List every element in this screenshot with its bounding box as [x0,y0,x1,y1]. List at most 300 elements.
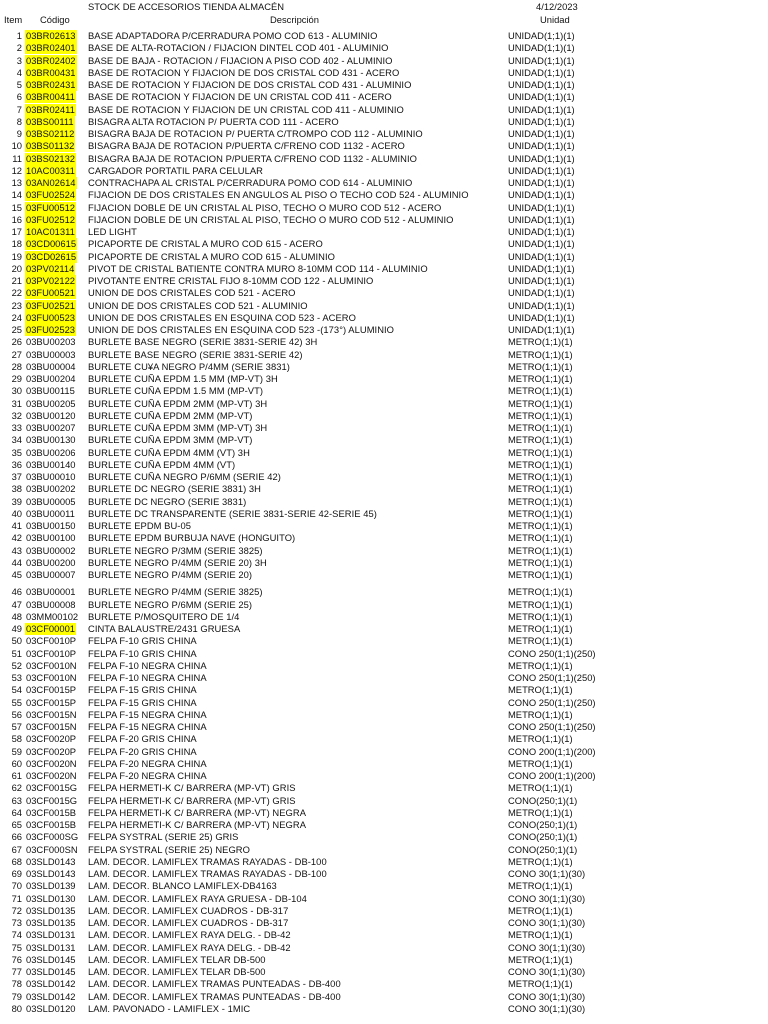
cell-code: 03BU00202 [26,483,76,495]
cell-description: LAM. DECOR. LAMIFLEX TRAMAS RAYADAS - DB-100 [88,855,327,867]
cell-unit: METRO(1;1)(1) [508,904,573,916]
cell-description: BISAGRA BAJA DE ROTACION P/PUERTA C/FRENO COD 1132 - ACERO [88,140,405,152]
cell-code: 03BU00115 [26,385,75,397]
table-row [0,611,768,623]
cell-unit: METRO(1;1)(1) [508,507,573,519]
cell-code: 03CF00001 [26,623,75,634]
cell-description: FELPA F-20 NEGRA CHINA [88,757,207,769]
table-row [0,447,768,459]
cell-code: 03BU00007 [26,569,76,580]
cell-description: BISAGRA BAJA DE ROTACION P/ PUERTA C/TROMPO COD 112 - ALUMINIO [88,128,423,139]
cell-unit: UNIDAD(1;1)(1) [508,115,575,127]
cell-code: 03BU00205 [26,397,76,409]
table-row [0,410,768,422]
cell-code: 03CF000SN [26,843,78,855]
cell-item: 16 [11,213,22,225]
cell-unit: METRO(1;1)(1) [508,446,573,458]
cell-code: 03BU00010 [26,471,76,482]
cell-item: 9 [16,128,22,139]
cell-item: 72 [11,904,22,916]
cell-description: FIJACION DOBLE DE UN CRISTAL AL PISO, TECHO O MURO COD 512 - ACERO [88,201,442,213]
cell-description: BISAGRA BAJA DE ROTACION P/PUERTA C/FRENO COD 1132 - ALUMINIO [88,152,417,164]
table-row [0,116,768,128]
cell-item: 63 [11,794,22,806]
cell-unit: UNIDAD(1;1)(1) [508,79,575,90]
cell-description: BASE DE ROTACION Y FIJACION DE UN CRISTAL COD 411 - ACERO [88,91,392,103]
cell-description: BURLETE CU¥A NEGRO P/4MM (SERIE 3831) [88,360,290,372]
cell-unit: METRO(1;1)(1) [508,532,573,544]
cell-item: 13 [11,177,22,188]
cell-code: 03SLD0143 [26,868,76,879]
cell-unit: CONO 30(1;1)(30) [508,990,586,1002]
cell-unit: METRO(1;1)(1) [508,610,573,622]
cell-code: 03SLD0145 [26,966,76,977]
cell-description: LAM. DECOR. LAMIFLEX CUADROS - DB-317 [88,904,289,916]
cell-unit: CONO 30(1;1)(30) [508,868,586,879]
cell-unit: CONO(250;1)(1) [508,819,578,830]
table-row [0,991,768,1003]
cell-code: 03CD02615 [26,250,77,262]
cell-description: PICAPORTE DE CRISTAL A MURO COD 615 - ALUMINIO [88,250,335,262]
cell-description: FELPA F-10 NEGRA CHINA [88,672,207,683]
cell-code: 03BU00203 [26,336,76,348]
cell-unit: UNIDAD(1;1)(1) [508,91,575,103]
table-row [0,532,768,544]
table-row [0,324,768,336]
cell-description: BASE DE ALTA-ROTACION / FIJACION DINTEL COD 401 - ALUMINIO [88,42,389,54]
cell-code: 03CF0015G [26,794,78,806]
cell-item: 17 [11,226,22,237]
cell-code: 03SLD0135 [26,904,76,916]
table-row [0,917,768,929]
cell-code: 03BU00120 [26,409,76,421]
cell-unit: METRO(1;1)(1) [508,495,573,507]
cell-code: 03SLD0131 [26,941,76,953]
cell-description: UNION DE DOS CRISTALES EN ESQUINA COD 523 -(173°) ALUMINIO [88,324,395,335]
cell-item: 32 [11,409,22,421]
cell-unit: METRO(1;1)(1) [508,556,573,568]
cell-item: 75 [11,941,22,953]
cell-description: BURLETE EPDM BURBUJA NAVE (HONGUITO) [88,532,296,544]
table-row [0,795,768,807]
table-row [0,929,768,941]
cell-code: 03CF0015B [26,806,77,818]
table-row [0,586,768,598]
cell-description: CARGADOR PORTATIL PARA CELULAR [88,164,263,176]
cell-code: 03SLD0145 [26,953,76,965]
cell-code: 03SLD0142 [26,978,76,990]
cell-item: 73 [11,917,22,928]
cell-description: BURLETE DC NEGRO (SERIE 3831) [88,495,247,507]
cell-code: 03BR02613 [26,30,76,41]
table-row [0,942,768,954]
table-row [0,697,768,709]
cell-unit: UNIDAD(1;1)(1) [508,201,575,213]
column-header-description: Descripción [270,14,319,25]
cell-item: 57 [11,721,22,732]
cell-item: 80 [11,1002,22,1014]
cell-code: 03FU00523 [26,311,75,323]
sheet-title: STOCK DE ACCESORIOS TIENDA ALMACÉN [88,1,285,12]
cell-description: FELPA F-10 NEGRA CHINA [88,659,207,671]
cell-item: 19 [11,250,22,262]
cell-unit: UNIDAD(1;1)(1) [508,238,575,250]
cell-item: 59 [11,745,22,757]
cell-unit: UNIDAD(1;1)(1) [508,226,575,237]
cell-item: 35 [11,446,22,458]
cell-code: 03BU00140 [26,458,76,470]
cell-item: 6 [16,91,22,103]
table-row [0,55,768,67]
cell-description: LAM. PAVONADO - LAMIFLEX - 1MIC [88,1002,251,1014]
cell-description: LED LIGHT [88,226,137,237]
cell-unit: METRO(1;1)(1) [508,336,573,348]
cell-item: 4 [16,66,22,78]
cell-description: BURLETE P/MOSQUITERO DE 1/4 [88,610,240,622]
cell-unit: METRO(1;1)(1) [508,978,573,990]
cell-item: 65 [11,819,22,830]
cell-code: 03FU02523 [26,324,75,335]
cell-description: BURLETE EPDM BU-05 [88,520,192,531]
cell-item: 79 [11,990,22,1002]
cell-description: BASE DE ROTACION Y FIJACION DE DOS CRISTAL COD 431 - ACERO [88,66,400,78]
table-row [0,361,768,373]
cell-unit: CONO 250(1;1)(250) [508,696,596,708]
cell-unit: CONO 200(1;1)(200) [508,745,596,757]
cell-unit: UNIDAD(1;1)(1) [508,213,575,225]
cell-unit: METRO(1;1)(1) [508,684,573,696]
column-header-row [0,14,768,26]
table-row [0,128,768,140]
table-row [0,623,768,635]
cell-code: 03BS00111 [26,115,74,127]
cell-description: BURLETE NEGRO P/3MM (SERIE 3825) [88,544,263,556]
cell-code: 03BS02112 [26,128,75,139]
cell-item: 76 [11,953,22,965]
cell-unit: METRO(1;1)(1) [508,422,573,433]
cell-code: 03SLD0120 [26,1002,76,1014]
cell-unit: METRO(1;1)(1) [508,471,573,482]
cell-code: 03CF0010P [26,647,77,659]
cell-unit: UNIDAD(1;1)(1) [508,299,575,311]
cell-unit: METRO(1;1)(1) [508,544,573,556]
cell-description: LAM. DECOR. LAMIFLEX TRAMAS PUNTEADAS - DB-400 [88,978,341,990]
sheet-date: 4/12/2023 [536,1,578,12]
cell-item: 62 [11,782,22,794]
cell-item: 53 [11,672,22,683]
cell-unit: METRO(1;1)(1) [508,397,573,409]
cell-code: 03BR02431 [26,79,76,90]
cell-code: 03FU02512 [26,213,75,225]
cell-item: 14 [11,189,22,201]
cell-description: BURLETE BASE NEGRO (SERIE 3831-SERIE 42) [88,348,303,360]
table-row [0,177,768,189]
cell-description: UNION DE DOS CRISTALES COD 521 - ACERO [88,287,296,299]
cell-code: 03BU00200 [26,556,76,568]
cell-code: 03FU02521 [26,299,75,311]
cell-code: 03AN02614 [26,177,76,188]
cell-item: 54 [11,684,22,696]
cell-description: PIVOTANTE ENTRE CRISTAL FIJO 8-10MM COD 122 - ALUMINIO [88,275,374,286]
cell-code: 03SLD0139 [26,880,76,892]
cell-item: 40 [11,507,22,519]
table-row [0,140,768,152]
cell-description: FELPA HERMETI-K C/ BARRERA (MP-VT) NEGRA [88,819,306,830]
cell-unit: CONO(250;1)(1) [508,831,578,843]
cell-description: BURLETE NEGRO P/4MM (SERIE 20) [88,569,253,580]
cell-unit: METRO(1;1)(1) [508,458,573,470]
cell-item: 34 [11,434,22,446]
cell-item: 10 [11,140,22,152]
cell-code: 03MM00102 [26,610,79,622]
cell-description: FELPA HERMETI-K C/ BARRERA (MP-VT) NEGRA [88,806,306,818]
cell-item: 28 [11,360,22,372]
cell-item: 43 [11,544,22,556]
cell-code: 03BU00130 [26,434,76,446]
table-row [0,471,768,483]
cell-unit: UNIDAD(1;1)(1) [508,30,575,41]
cell-code: 03BU00001 [26,586,76,598]
cell-code: 03SLD0130 [26,892,76,904]
table-row [0,275,768,287]
cell-item: 49 [11,623,22,634]
cell-item: 56 [11,708,22,720]
cell-unit: CONO 30(1;1)(30) [508,966,586,977]
table-row [0,42,768,54]
cell-unit: UNIDAD(1;1)(1) [508,140,575,152]
cell-unit: METRO(1;1)(1) [508,635,573,647]
cell-description: BURLETE CUÑA EPDM 3MM (MP-VT) 3H [88,422,268,433]
cell-item: 8 [16,115,22,127]
cell-unit: UNIDAD(1;1)(1) [508,66,575,78]
table-row [0,434,768,446]
cell-description: UNION DE DOS CRISTALES COD 521 - ALUMINIO [88,299,308,311]
cell-unit: METRO(1;1)(1) [508,855,573,867]
table-row [0,807,768,819]
cell-unit: UNIDAD(1;1)(1) [508,311,575,323]
cell-item: 66 [11,831,22,843]
table-row [0,214,768,226]
table-row [0,312,768,324]
table-row [0,459,768,471]
table-row [0,966,768,978]
cell-unit: METRO(1;1)(1) [508,569,573,580]
table-row [0,635,768,647]
cell-item: 64 [11,806,22,818]
column-header-unit: Unidad [540,14,570,25]
table-row [0,746,768,758]
table-row [0,287,768,299]
table-row [0,300,768,312]
cell-description: BASE DE ROTACION Y FIJACION DE DOS CRISTAL COD 431 - ALUMINIO [88,79,412,90]
table-row [0,238,768,250]
table-row [0,782,768,794]
table-row [0,648,768,660]
cell-unit: UNIDAD(1;1)(1) [508,128,575,139]
cell-description: PICAPORTE DE CRISTAL A MURO COD 615 - ACERO [88,238,323,250]
table-row [0,660,768,672]
cell-description: BURLETE NEGRO P/6MM (SERIE 25) [88,598,253,610]
cell-unit: CONO(250;1)(1) [508,843,578,855]
table-row [0,263,768,275]
cell-description: BURLETE CUÑA EPDM 2MM (MP-VT) [88,409,253,421]
cell-unit: METRO(1;1)(1) [508,385,573,397]
cell-unit: CONO 250(1;1)(250) [508,647,596,659]
table-row [0,893,768,905]
cell-item: 46 [11,586,22,598]
table-row [0,880,768,892]
table-row [0,599,768,611]
cell-item: 5 [16,79,22,90]
cell-unit: METRO(1;1)(1) [508,598,573,610]
cell-description: FELPA SYSTRAL (SERIE 25) GRIS [88,831,239,843]
cell-code: 03BU00005 [26,495,76,507]
cell-description: LAM. DECOR. BLANCO LAMIFLEX-DB4163 [88,880,277,892]
table-row [0,373,768,385]
table-row [0,770,768,782]
cell-item: 44 [11,556,22,568]
cell-item: 67 [11,843,22,855]
cell-description: BURLETE NEGRO P/4MM (SERIE 20) 3H [88,556,267,568]
table-row [0,496,768,508]
cell-item: 70 [11,880,22,892]
table-row [0,672,768,684]
cell-code: 03BU00004 [26,360,76,372]
cell-item: 27 [11,348,22,360]
cell-description: BISAGRA ALTA ROTACION P/ PUERTA COD 111 - ACERO [88,115,339,127]
table-body [0,30,768,1015]
cell-code: 03PV02122 [26,275,76,286]
cell-description: LAM. DECOR. LAMIFLEX RAYA DELG. - DB-42 [88,929,291,941]
cell-code: 03BR02402 [26,54,76,66]
cell-item: 20 [11,262,22,274]
cell-unit: CONO 30(1;1)(30) [508,892,586,904]
table-row [0,91,768,103]
cell-description: FIJACION DE DOS CRISTALES EN ANGULOS AL PISO O TECHO COD 524 - ALUMINIO [88,189,469,201]
table-row [0,819,768,831]
cell-item: 22 [11,287,22,299]
cell-code: 03SLD0135 [26,917,76,928]
cell-description: FELPA F-15 NEGRA CHINA [88,721,207,732]
table-row [0,79,768,91]
cell-item: 51 [11,647,22,659]
cell-unit: CONO 30(1;1)(30) [508,917,586,928]
cell-item: 7 [16,103,22,115]
cell-code: 03BU00206 [26,446,76,458]
table-row [0,336,768,348]
table-row [0,569,768,581]
cell-description: BURLETE BASE NEGRO (SERIE 3831-SERIE 42) 3H [88,336,318,348]
cell-code: 03CF000SG [26,831,79,843]
cell-code: 03CF0015G [26,782,78,794]
cell-description: PIVOT DE CRISTAL BATIENTE CONTRA MURO 8-10MM COD 114 - ALUMINIO [88,262,428,274]
cell-description: BASE ADAPTADORA P/CERRADURA POMO COD 613 - ALUMINIO [88,30,378,41]
cell-description: FELPA SYSTRAL (SERIE 25) NEGRO [88,843,250,855]
cell-code: 03BR02401 [26,42,76,54]
cell-item: 42 [11,532,22,544]
cell-unit: UNIDAD(1;1)(1) [508,42,575,54]
cell-description: FELPA F-20 GRIS CHINA [88,745,197,757]
cell-code: 03BR02411 [26,103,75,115]
cell-item: 23 [11,299,22,311]
cell-code: 03CF0015B [26,819,77,830]
cell-description: BURLETE CUÑA EPDM 1.5 MM (MP-VT) 3H [88,373,278,384]
cell-unit: METRO(1;1)(1) [508,434,573,446]
cell-code: 03CF0015P [26,684,77,696]
cell-code: 03FU00521 [26,287,75,299]
table-row [0,104,768,116]
cell-item: 60 [11,757,22,769]
cell-item: 69 [11,868,22,879]
cell-item: 30 [11,385,22,397]
cell-code: 03CF0015N [26,721,77,732]
cell-item: 74 [11,929,22,941]
cell-unit: UNIDAD(1;1)(1) [508,152,575,164]
cell-item: 21 [11,275,22,286]
cell-unit: METRO(1;1)(1) [508,520,573,531]
cell-item: 24 [11,311,22,323]
cell-unit: CONO 200(1;1)(200) [508,770,596,781]
table-row [0,844,768,856]
cell-code: 03PV02114 [26,262,75,274]
cell-description: BURLETE CUÑA EPDM 3MM (MP-VT) [88,434,253,446]
cell-unit: UNIDAD(1;1)(1) [508,250,575,262]
cell-code: 03BU00008 [26,598,76,610]
cell-item: 55 [11,696,22,708]
table-row [0,226,768,238]
cell-unit: METRO(1;1)(1) [508,953,573,965]
table-row [0,557,768,569]
table-row [0,520,768,532]
cell-description: CONTRACHAPA AL CRISTAL P/CERRADURA POMO COD 614 - ALUMINIO [88,177,413,188]
table-row [0,684,768,696]
cell-code: 03BU00011 [26,507,75,519]
table-row [0,856,768,868]
cell-item: 58 [11,733,22,745]
cell-item: 41 [11,520,22,531]
cell-unit: METRO(1;1)(1) [508,757,573,769]
table-row [0,721,768,733]
cell-unit: METRO(1;1)(1) [508,659,573,671]
cell-item: 71 [11,892,22,904]
cell-code: 03BR00431 [26,66,76,78]
cell-unit: METRO(1;1)(1) [508,586,573,598]
table-row [0,422,768,434]
table-row [0,758,768,770]
cell-description: UNION DE DOS CRISTALES EN ESQUINA COD 523 - ACERO [88,311,356,323]
cell-item: 36 [11,458,22,470]
cell-item: 47 [11,598,22,610]
cell-unit: UNIDAD(1;1)(1) [508,324,575,335]
cell-unit: METRO(1;1)(1) [508,348,573,360]
cell-description: FELPA F-20 GRIS CHINA [88,733,197,745]
table-row [0,709,768,721]
cell-description: BURLETE NEGRO P/4MM (SERIE 3825) [88,586,263,598]
cell-description: LAM. DECOR. LAMIFLEX RAYA GRUESA - DB-104 [88,892,307,904]
cell-item: 15 [11,201,22,213]
cell-item: 52 [11,659,22,671]
table-row [0,165,768,177]
cell-item: 50 [11,635,22,647]
cell-description: FELPA HERMETI-K C/ BARRERA (MP-VT) GRIS [88,782,296,794]
table-row [0,385,768,397]
table-row [0,978,768,990]
cell-item: 31 [11,397,22,409]
cell-description: BURLETE DC NEGRO (SERIE 3831) 3H [88,483,262,495]
cell-unit: UNIDAD(1;1)(1) [508,103,575,115]
cell-description: LAM. DECOR. LAMIFLEX TELAR DB-500 [88,966,266,977]
cell-unit: METRO(1;1)(1) [508,708,573,720]
